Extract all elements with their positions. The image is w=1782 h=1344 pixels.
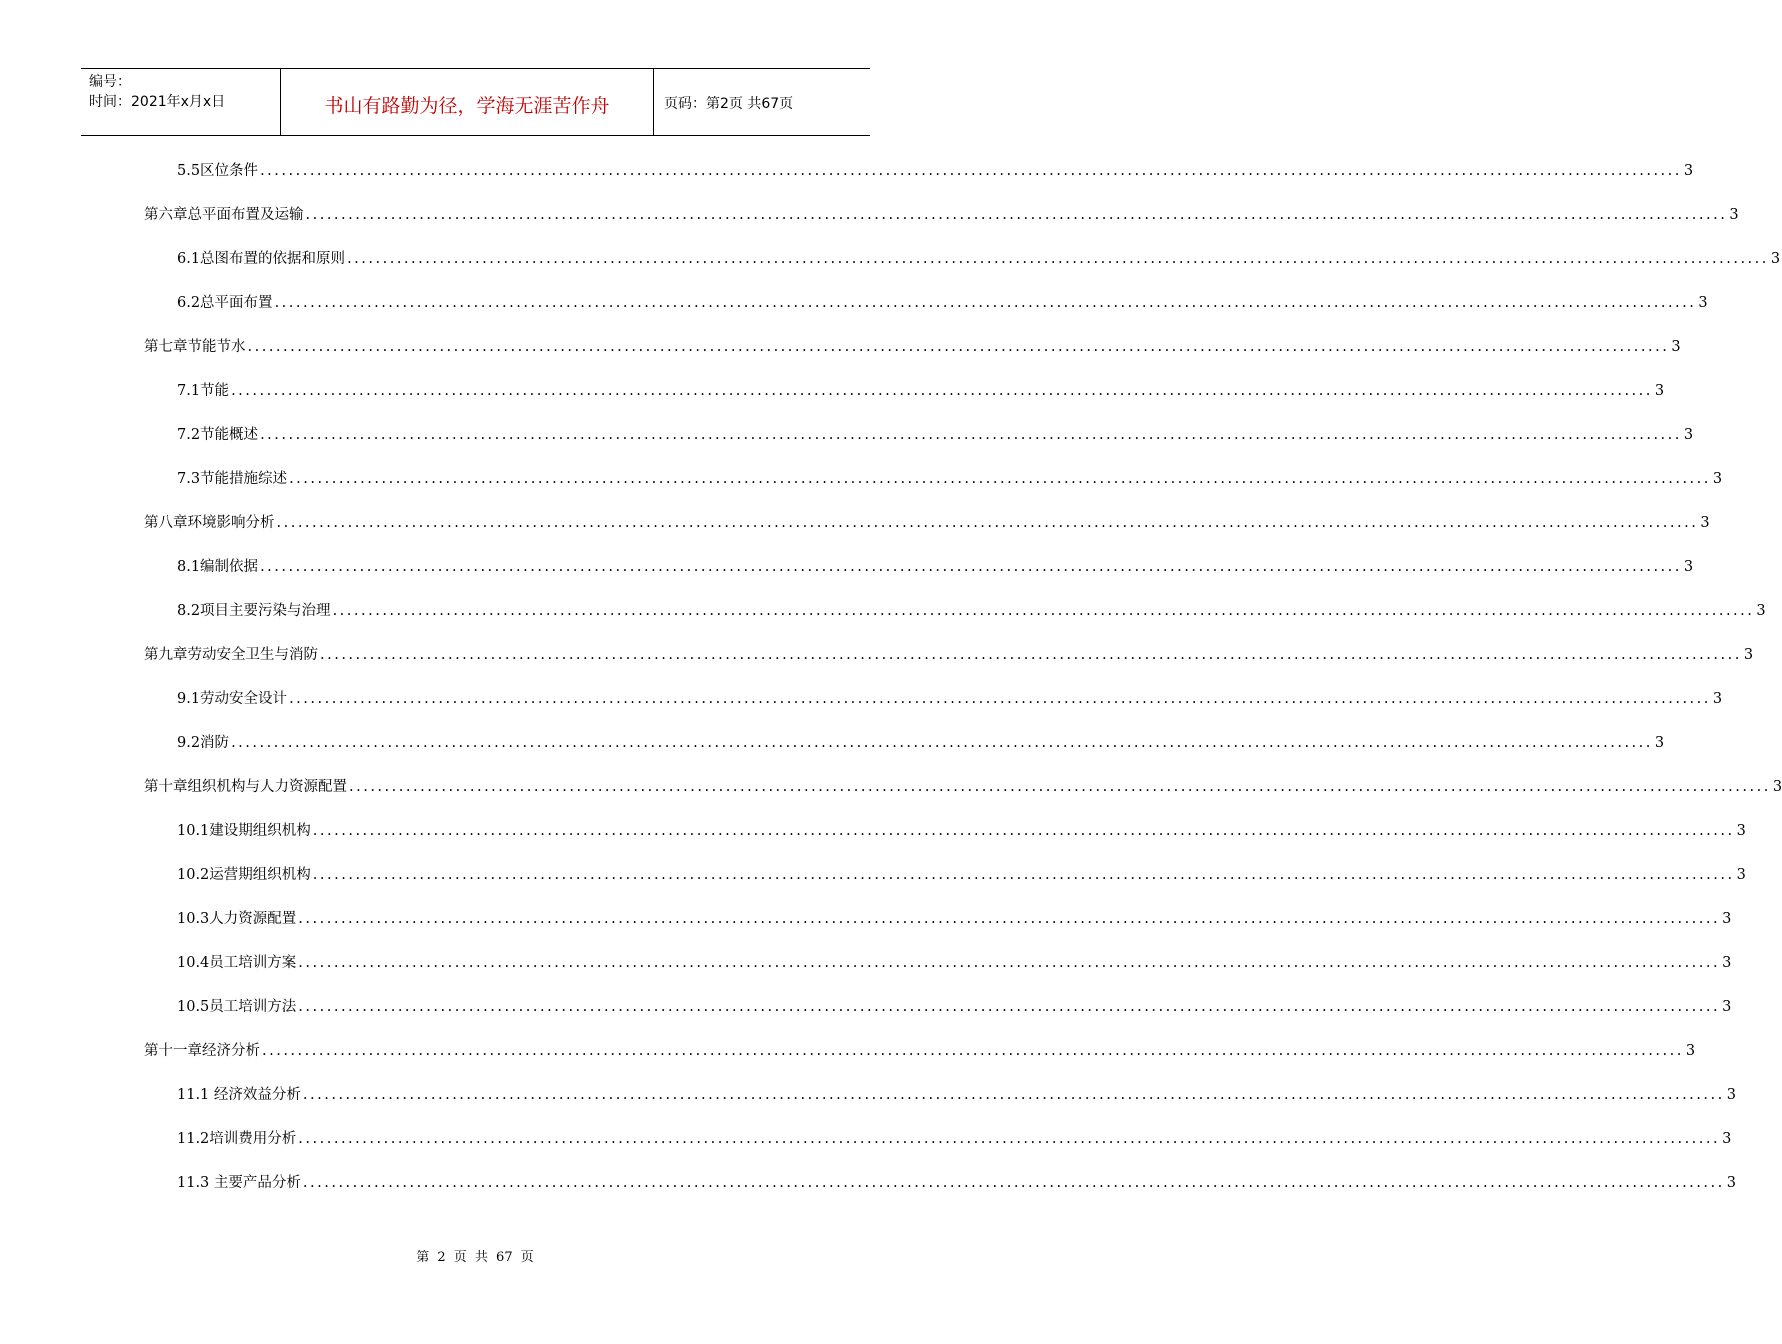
- toc-entry-title: 第十一章经济分析: [144, 1043, 260, 1059]
- toc-entry-page-number: 3: [1722, 999, 1732, 1015]
- toc-entry-title: 9.1劳动安全设计: [177, 691, 288, 707]
- toc-entry-title: 第八章环境影响分析: [144, 515, 275, 531]
- toc-entry-title: 10.3人力资源配置: [177, 911, 297, 927]
- toc-entry-title: 10.1建设期组织机构: [177, 823, 311, 839]
- toc-dot-leader: ........................................................................................................................................................................................................: [347, 251, 1769, 267]
- toc-entry-title: 11.2培训费用分析: [177, 1131, 297, 1147]
- toc-entry-title: 第七章节能节水: [144, 339, 246, 355]
- toc-section-entry[interactable]: [177, 600, 1766, 622]
- toc-entry-title: 5.5区位条件: [177, 163, 259, 179]
- header-info-cell: [81, 69, 281, 135]
- toc-entry-page-number: 3: [1700, 515, 1710, 531]
- toc-entry-title: 10.2运营期组织机构: [177, 867, 311, 883]
- toc-entry-page-number: 3: [1683, 427, 1694, 443]
- toc-entry-page-number: 3: [1654, 735, 1665, 751]
- toc-chapter-entry[interactable]: [144, 644, 1754, 666]
- toc-entry-page-number: 3: [1671, 339, 1681, 355]
- header-page-cell: [654, 69, 870, 135]
- toc-entry-page-number: 3: [1685, 1043, 1696, 1059]
- toc-dot-leader: ........................................................................................................................................................................................................: [349, 779, 1771, 795]
- toc-dot-leader: ........................................................................................................................................................................................................: [302, 1175, 1725, 1191]
- toc-dot-leader: ........................................................................................................................................................................................................: [332, 603, 1755, 619]
- toc-dot-leader: ........................................................................................................................................................................................................: [262, 1043, 1684, 1059]
- toc-entry-title: 7.3节能措施综述: [177, 471, 288, 487]
- toc-section-entry[interactable]: [177, 864, 1746, 886]
- toc-entry-title: 6.2总平面布置: [177, 295, 273, 311]
- toc-entry-page-number: 3: [1743, 647, 1754, 663]
- toc-entry-page-number: 3: [1770, 251, 1781, 267]
- toc-entry-title: 第九章劳动安全卫生与消防: [144, 647, 318, 663]
- toc-section-entry[interactable]: [177, 732, 1665, 754]
- toc-section-entry[interactable]: [177, 688, 1723, 710]
- toc-entry-title: 第十章组织机构与人力资源配置: [144, 779, 347, 795]
- toc-entry-page-number: 3: [1726, 1175, 1736, 1191]
- document-time: 时间：2021年x月x日: [89, 94, 226, 110]
- toc-dot-leader: ........................................................................................................................................................................................................: [231, 735, 1653, 751]
- toc-dot-leader: ........................................................................................................................................................................................................: [260, 427, 1682, 443]
- toc-entry-page-number: 3: [1722, 955, 1732, 971]
- toc-entry-page-number: 3: [1654, 383, 1665, 399]
- toc-dot-leader: ........................................................................................................................................................................................................: [298, 1131, 1721, 1147]
- toc-dot-leader: ........................................................................................................................................................................................................: [298, 955, 1721, 971]
- toc-entry-page-number: 3: [1683, 163, 1694, 179]
- toc-entry-page-number: 3: [1722, 911, 1732, 927]
- toc-dot-leader: ........................................................................................................................................................................................................: [260, 559, 1682, 575]
- toc-entry-page-number: 3: [1726, 1087, 1736, 1103]
- toc-dot-leader: ........................................................................................................................................................................................................: [289, 691, 1711, 707]
- toc-section-entry[interactable]: [177, 292, 1708, 314]
- header-motto: 书山有路勤为径，学海无涯苦作舟: [324, 95, 610, 117]
- toc-dot-leader: ........................................................................................................................................................................................................: [260, 163, 1682, 179]
- toc-entry-page-number: 3: [1712, 471, 1723, 487]
- toc-dot-leader: ........................................................................................................................................................................................................: [298, 999, 1721, 1015]
- toc-entry-title: 10.5员工培训方法: [177, 999, 297, 1015]
- toc-dot-leader: ........................................................................................................................................................................................................: [305, 207, 1728, 223]
- toc-entry-page-number: 3: [1712, 691, 1723, 707]
- toc-entry-title: 11.1 经济效益分析: [177, 1087, 301, 1103]
- toc-dot-leader: ........................................................................................................................................................................................................: [298, 911, 1721, 927]
- toc-section-entry[interactable]: [177, 996, 1732, 1018]
- document-number: 编号：: [89, 74, 131, 90]
- toc-chapter-entry[interactable]: [144, 776, 1782, 798]
- toc-entry-title: 10.4员工培训方案: [177, 955, 297, 971]
- toc-section-entry[interactable]: [177, 1128, 1732, 1150]
- toc-entry-page-number: 3: [1683, 559, 1694, 575]
- toc-section-entry[interactable]: [177, 1172, 1736, 1194]
- toc-section-entry[interactable]: [177, 248, 1781, 270]
- header-page-code: 页码：第2页 共67页: [664, 96, 794, 112]
- toc-dot-leader: ........................................................................................................................................................................................................: [312, 867, 1735, 883]
- toc-section-entry[interactable]: [177, 556, 1694, 578]
- toc-entry-page-number: 3: [1736, 867, 1746, 883]
- toc-entry-page-number: 3: [1722, 1131, 1732, 1147]
- toc-section-entry[interactable]: [177, 952, 1732, 974]
- toc-entry-title: 8.1编制依据: [177, 559, 259, 575]
- toc-entry-title: 6.1总图布置的依据和原则: [177, 251, 346, 267]
- toc-chapter-entry[interactable]: [144, 1040, 1696, 1062]
- toc-entry-title: 第六章总平面布置及运输: [144, 207, 304, 223]
- toc-dot-leader: ........................................................................................................................................................................................................: [302, 1087, 1725, 1103]
- toc-entry-title: 7.2节能概述: [177, 427, 259, 443]
- page-footer: 第 2 页 共 67 页: [416, 1250, 534, 1265]
- toc-dot-leader: ........................................................................................................................................................................................................: [231, 383, 1653, 399]
- toc-section-entry[interactable]: [177, 820, 1746, 842]
- page-header: [81, 68, 870, 136]
- toc-chapter-entry[interactable]: [144, 512, 1710, 534]
- toc-chapter-entry[interactable]: [144, 204, 1739, 226]
- toc-dot-leader: ........................................................................................................................................................................................................: [274, 295, 1697, 311]
- toc-chapter-entry[interactable]: [144, 336, 1681, 358]
- toc-section-entry[interactable]: [177, 468, 1723, 490]
- toc-section-entry[interactable]: [177, 424, 1694, 446]
- toc-dot-leader: ........................................................................................................................................................................................................: [289, 471, 1711, 487]
- toc-entry-title: 8.2项目主要污染与治理: [177, 603, 331, 619]
- toc-section-entry[interactable]: [177, 160, 1694, 182]
- toc-entry-page-number: 3: [1772, 779, 1782, 795]
- toc-entry-page-number: 3: [1698, 295, 1708, 311]
- toc-dot-leader: ........................................................................................................................................................................................................: [247, 339, 1670, 355]
- toc-section-entry[interactable]: [177, 380, 1665, 402]
- toc-dot-leader: ........................................................................................................................................................................................................: [276, 515, 1699, 531]
- toc-entry-title: 11.3 主要产品分析: [177, 1175, 301, 1191]
- toc-entry-page-number: 3: [1756, 603, 1766, 619]
- toc-dot-leader: ........................................................................................................................................................................................................: [312, 823, 1735, 839]
- toc-section-entry[interactable]: [177, 1084, 1736, 1106]
- header-motto-cell: [281, 69, 654, 135]
- toc-entry-page-number: 3: [1729, 207, 1739, 223]
- toc-entry-title: 9.2消防: [177, 735, 230, 751]
- toc-dot-leader: ........................................................................................................................................................................................................: [320, 647, 1742, 663]
- toc-entry-page-number: 3: [1736, 823, 1746, 839]
- toc-section-entry[interactable]: [177, 908, 1732, 930]
- toc-entry-title: 7.1节能: [177, 383, 230, 399]
